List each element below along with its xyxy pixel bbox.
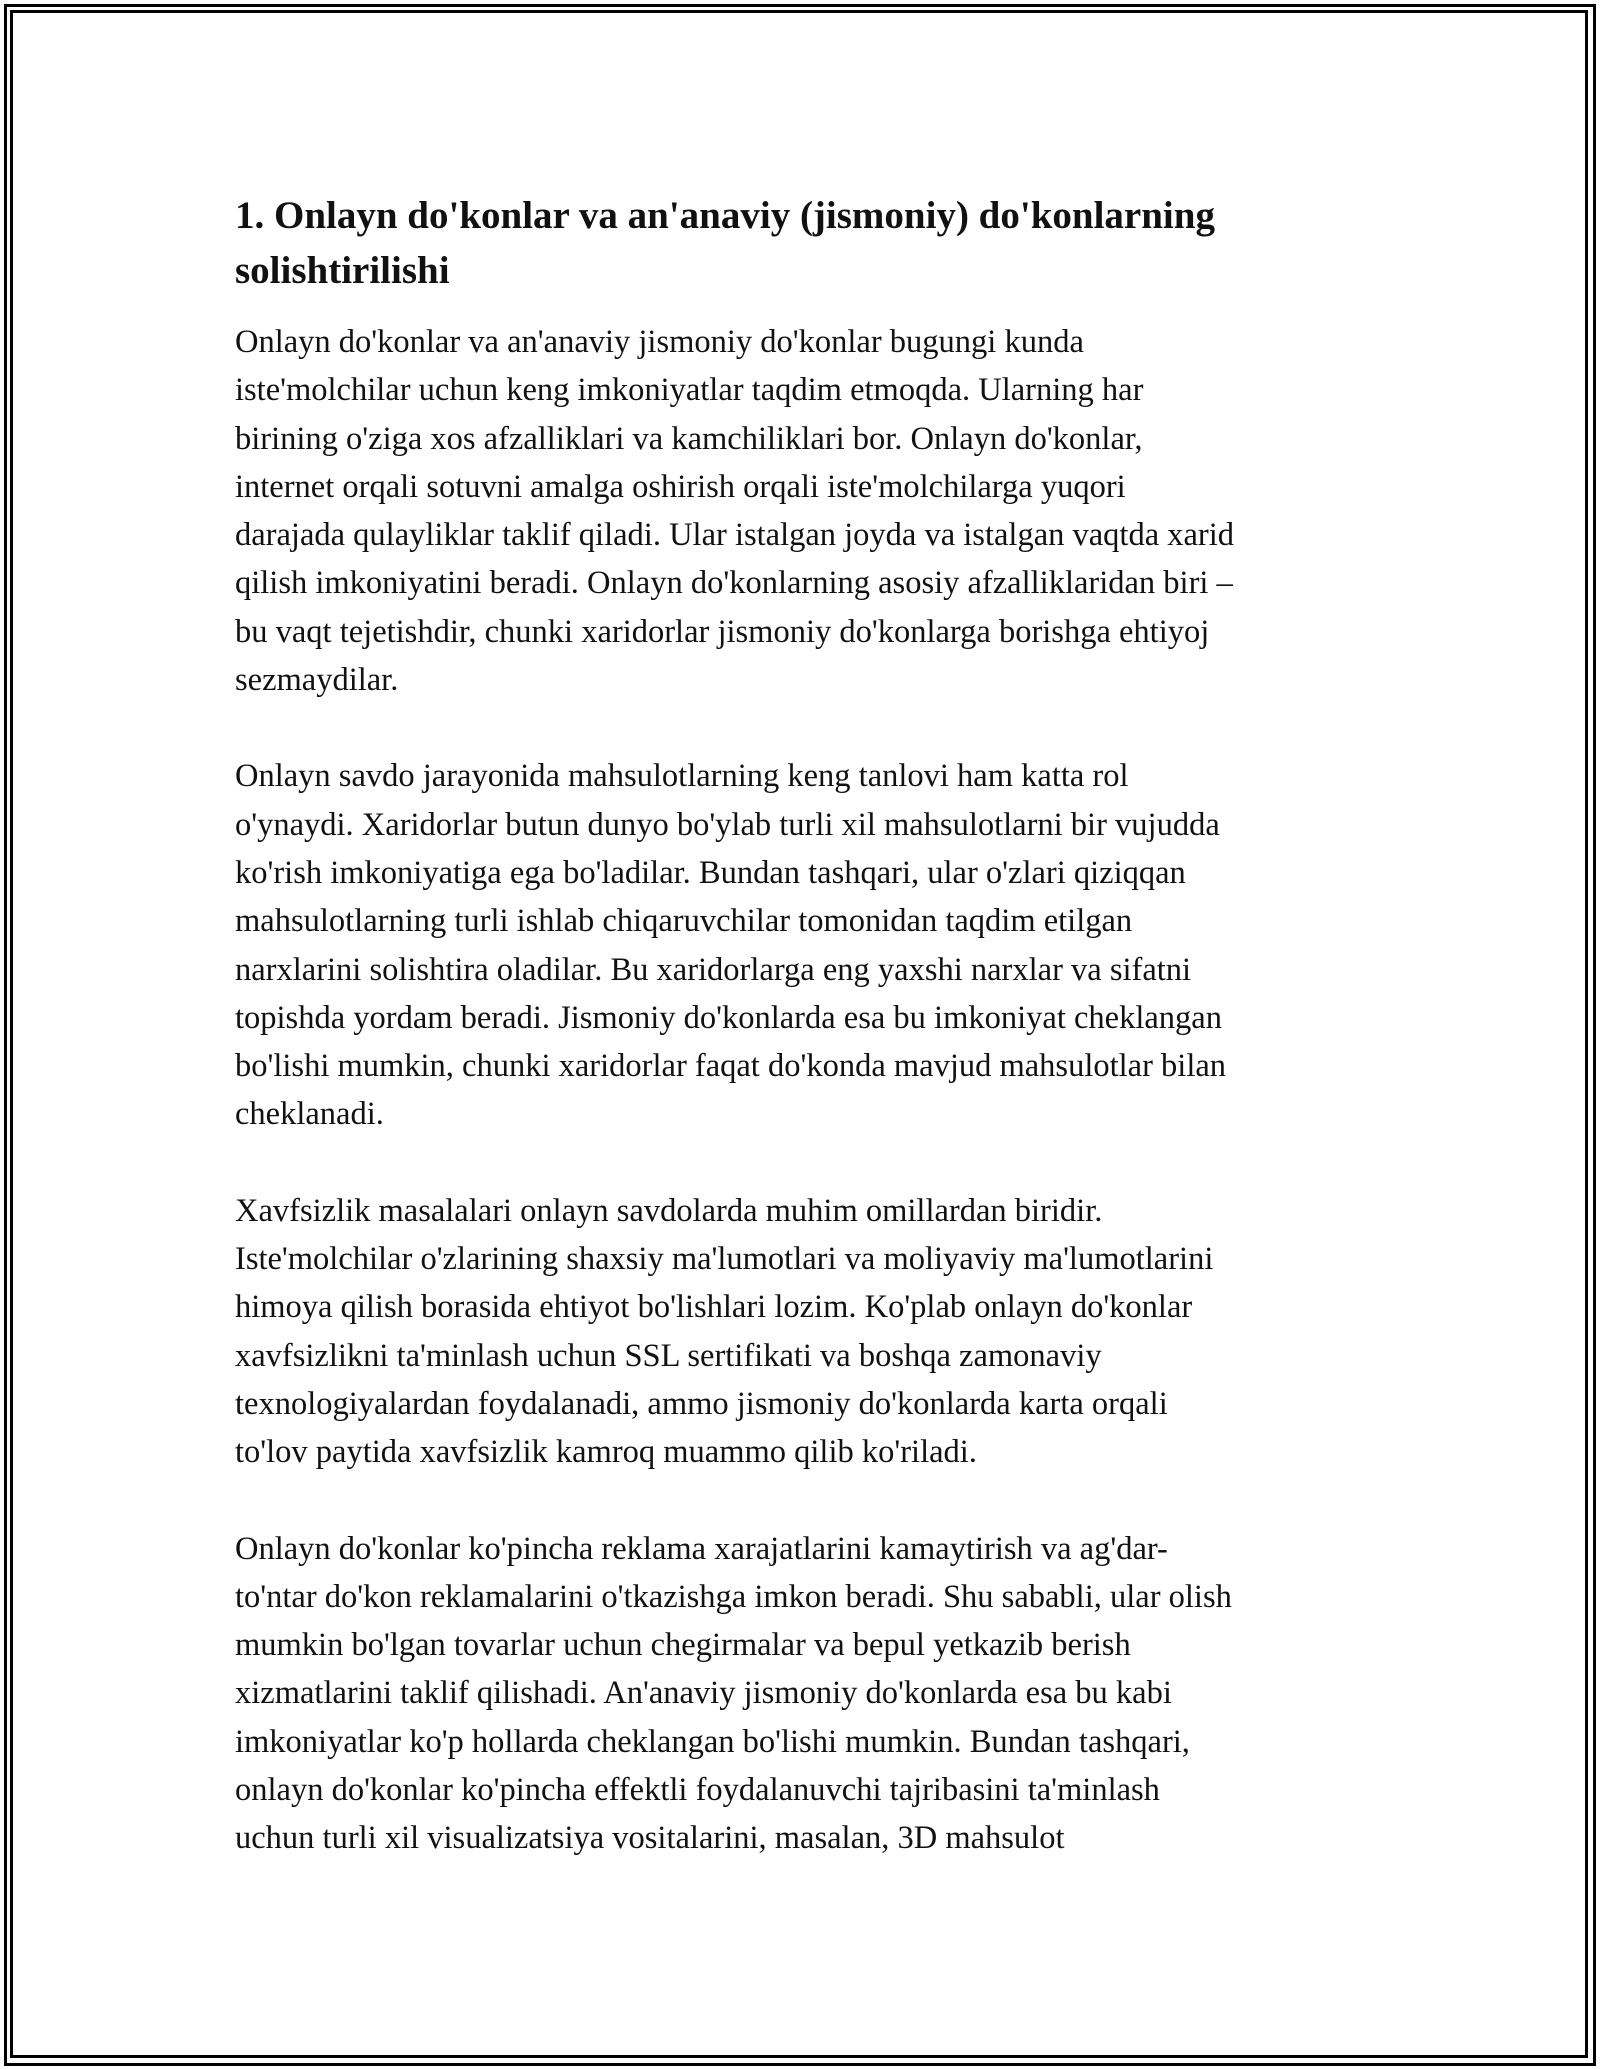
document-body [235,188,1370,1911]
paragraph-1: Onlayn do'konlar va an'anaviy jismoniy do'konlar bugungi kunda iste'molchilar uchun keng imkoniyatlar taqdim etmoqda. Ularning har birining o'ziga xos afzalliklari va kamchiliklari bor. Onlayn do'konlar, internet orqali sotuvni amalga oshirish orqali iste'molchilarga yuqori darajada qulayliklar taklif qiladi. Ular istalgan joyda va istalgan vaqtda xarid qilish imkoniyatini beradi. Onlayn do'konlarning asosiy afzalliklaridan biri – bu vaqt tejetishdir, chunki xaridorlar jismoniy do'konlarga borishga ehtiyoj sezmaydilar. [235,324,1235,699]
paragraph-2: Onlayn savdo jarayonida mahsulotlarning keng tanlovi ham katta rol o'ynaydi. Xaridorlar butun dunyo bo'ylab turli xil mahsulotlarni bir vujudda ko'rish imkoniyatiga ega bo'ladilar. Bundan tashqari, ular o'zlari qiziqqan mahsulotlarning turli ishlab chiqaruvchilar tomonidan taqdim etilgan narxlarini solishtira oladilar. Bu xaridorlarga eng yaxshi narxlar va sifatni topishda yordam beradi. Jismoniy do'konlarda esa bu imkoniyat cheklangan bo'lishi mumkin, chunki xaridorlar faqat do'konda mavjud mahsulotlar bilan cheklanadi. [235,758,1227,1133]
paragraph-4: Onlayn do'konlar ko'pincha reklama xarajatlarini kamaytirish va ag'dar- to'ntar do'kon reklamalarini o'tkazishga imkon beradi. Shu sababli, ular olish mumkin bo'lgan tovarlar uchun chegirmalar va bepul yetkazib berish xizmatlarini taklif qilishadi. An'anaviy jismoniy do'konlarda esa bu kabi imkoniyatlar ko'p hollarda cheklangan bo'lishi mumkin. Bundan tashqari, onlayn do'konlar ko'pincha effektli foydalanuvchi tajribasini ta'minlash uchun turli xil visualizatsiya vositalarini, masalan, 3D mahsulot [235,1530,1232,1857]
paragraph-3: Xavfsizlik masalalari onlayn savdolarda muhim omillardan biridir. Iste'molchilar o'zlarining shaxsiy ma'lumotlari va moliyaviy ma'lumotlarini himoya qilish borasida ehtiyot bo'lishlari lozim. Ko'plab onlayn do'konlar xavfsizlikni ta'minlash uchun SSL sertifikati va boshqa zamonaviy texnologiyalardan foydalanadi, ammo jismoniy do'konlarda karta orqali to'lov paytida xavfsizlik kamroq muammo qilib ko'riladi. [235,1192,1214,1471]
section-heading: 1. Onlayn do'konlar va an'anaviy (jismoniy) do'konlarning solishtirilishi [235,194,1215,292]
